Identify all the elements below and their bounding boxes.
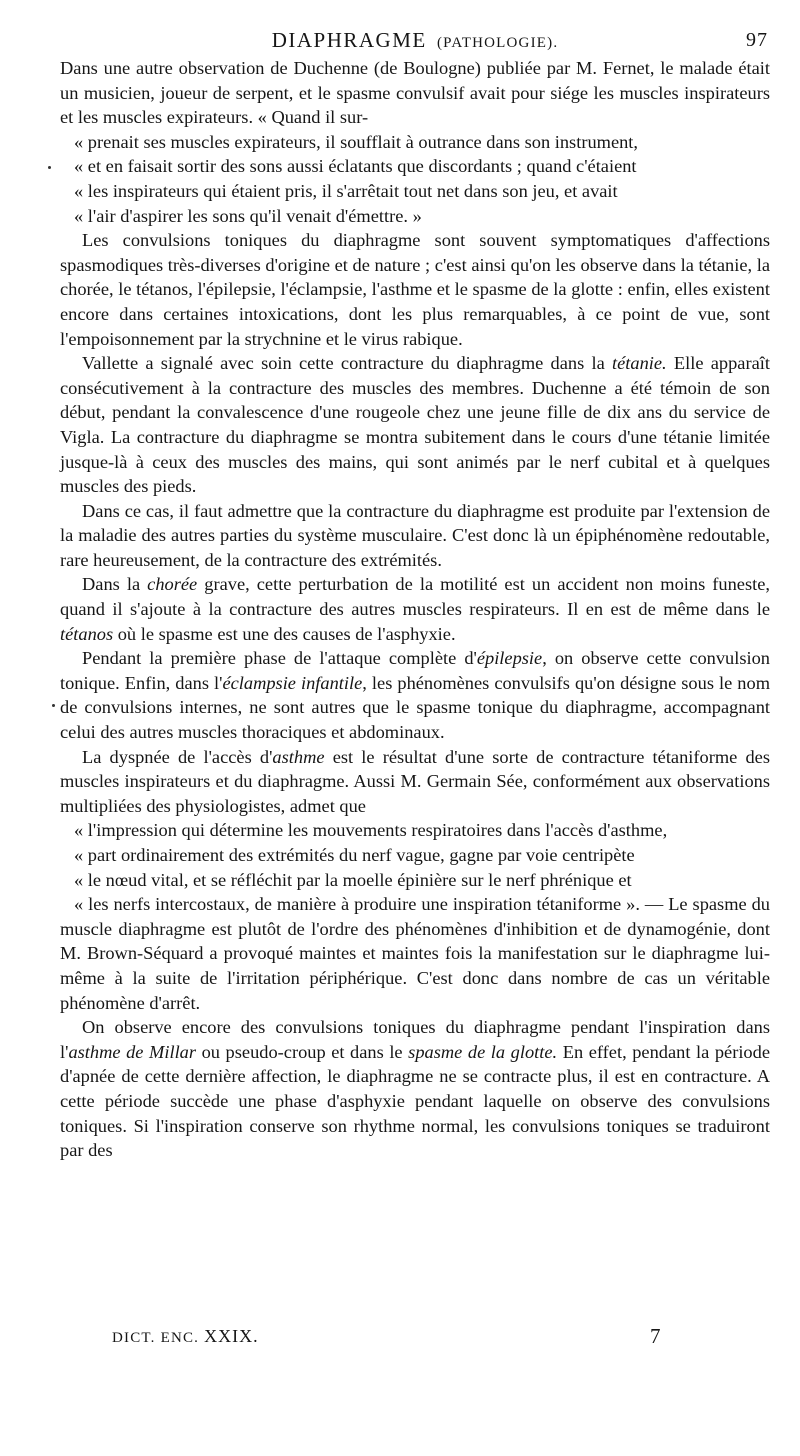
margin-dot (48, 166, 51, 169)
quote-line: « l'air d'aspirer les sons qu'il venait d'émettre. » (74, 205, 422, 226)
article-body (60, 56, 770, 1163)
paragraph-millar: On observe encore des convulsions toniques du diaphragme pendant l'inspiration dans l'asthme de Millar ou pseudo-croup et dans le spasme de la glotte. En effet, pendant la période d'apnée de cette dernière affection, le diaphragme ne se contracte plus, il est en contracture. A cette période succède une phase d'asphyxie pendant laquelle on observe des convulsions toniques. Si l'inspiration conserve son rhythme normal, les convulsions toniques se traduiront par des (60, 1017, 770, 1161)
page-number: 97 (746, 29, 768, 51)
quote-line: « les nerfs intercostaux, de manière à produire une inspiration tétaniforme ». — (74, 894, 664, 915)
paragraph-choree: Dans la chorée grave, cette perturbation de la motilité est un accident non moins funeste, quand il s'ajoute à la contracture des autres muscles respirateurs. Il en est de même dans le tétanos où le spasme est une des causes de l'asphyxie. (60, 574, 770, 644)
quote-line: « prenait ses muscles expirateurs, il soufflait à outrance dans son instrument, (74, 131, 639, 152)
running-subtitle: (PATHOLOGIE). (436, 35, 559, 51)
paragraph-tonic-convulsions: Les convulsions toniques du diaphragme sont souvent symptomatiques d'affections spasmodiques très-diverses d'origine et de nature ; c'est ainsi qu'on les observe dans la tétanie, la chorée, le tétanos, l'épilepsie, l'éclampsie, l'asthme et le spasme de la glotte : enfin, elles existent encore dans certaines intoxications, dont les plus remarquables, à ce point de vue, sont l'empoisonnement par la strychnine et le virus rabique. (60, 230, 770, 349)
quote-line: « le nœud vital, et se réfléchit par la moelle épinière sur le nerf phrénique et (74, 869, 632, 890)
quote-line: « l'impression qui détermine les mouvements respiratoires dans l'accès d'asthme, (74, 820, 668, 841)
quote-line: « et en faisait sortir des sons aussi éclatants que discordants ; quand c'étaient (74, 156, 637, 177)
quote-line: « part ordinairement des extrémités du nerf vague, gagne par voie centripète (74, 845, 635, 865)
paragraph-tetanie: Vallette a signalé avec soin cette contracture du diaphragme dans la tétanie. Elle apparaît consécutivement à la contracture des muscles des membres. Duchenne a été témoin de son début, pendant la convalescence d'une rougeole chez une jeune fille de dix ans du service de Vigla. La contracture du diaphragme se montra subitement dans le cours d'une tétanie limitée jusque-là à ceux des muscles des mains, qui sont animés par le nerf cubital et à quelques muscles des pieds. (60, 353, 770, 497)
running-title: DIAPHRAGME (271, 28, 427, 52)
page-footer (112, 1320, 672, 1360)
signature-mark: DICT. ENC. XXIX. (112, 1326, 259, 1346)
paragraph-asthme: La dyspnée de l'accès d'asthme est le résultat d'une sorte de contracture tétaniforme des muscles inspirateurs et du diaphragme. Aussi M. Germain Sée, conformément aux observations multipliées des physiologistes, admet que « l'impression qui détermine les mouvements respiratoires dans l'accès d'asthme, « part ordinairement des extrémités du nerf vague, gagne par voie centripète « le nœud vital, et se réfléchit par la moelle épinière sur le nerf phrénique et « les nerfs intercostaux, de manière à produire une inspiration tétaniforme ». — Le spasme du muscle diaphragme est plutôt de l'ordre des phénomènes d'inhibition et de dynamogénie, dont M. Brown-Séquard a provoqué maintes et maintes fois la manifestation sur le diaphragme lui-même à la suite de l'irritation périphérique. C'est donc dans nombre de cas un véritable phénomène d'arrêt. (60, 746, 770, 1013)
margin-dot (52, 704, 55, 707)
paragraph-duchenne-musician: Dans une autre observation de Duchenne (de Boulogne) publiée par M. Fernet, le malade était un musicien, joueur de serpent, et le spasme convulsif avait pour siége les muscles inspirateurs et les muscles expirateurs. « Quand il sur- « prenait ses muscles expirateurs, il soufflait à outrance dans son instrument, « et en faisait sortir des sons aussi éclatants que discordants ; quand c'étaient « les inspirateurs qui étaient pris, il s'arrêtait tout net dans son jeu, et avait « l'air d'aspirer les sons qu'il venait d'émettre. » (60, 58, 770, 226)
paragraph-extension: Dans ce cas, il faut admettre que la contracture du diaphragme est produite par l'extension de la maladie des autres parties du système musculaire. C'est donc là un épiphénomène redoutable, rare heureusement, de la contracture des extrémités. (60, 500, 770, 570)
running-header (60, 24, 770, 56)
document-page (60, 24, 770, 1163)
quote-line: « Quand il sur- (257, 107, 369, 128)
sheet-number: 7 (650, 1324, 662, 1348)
paragraph-epilepsie: Pendant la première phase de l'attaque complète d'épilepsie, on observe cette convulsion tonique. Enfin, dans l'éclampsie infantile, les phénomènes convulsifs qu'on désigne sous le nom de convulsions internes, ne sont autres que le spasme tonique du diaphragme, accompagnant celui des autres muscles thoraciques et abdominaux. (60, 648, 770, 743)
quote-line: « les inspirateurs qui étaient pris, il s'arrêtait tout net dans son jeu, et avait (74, 180, 618, 201)
